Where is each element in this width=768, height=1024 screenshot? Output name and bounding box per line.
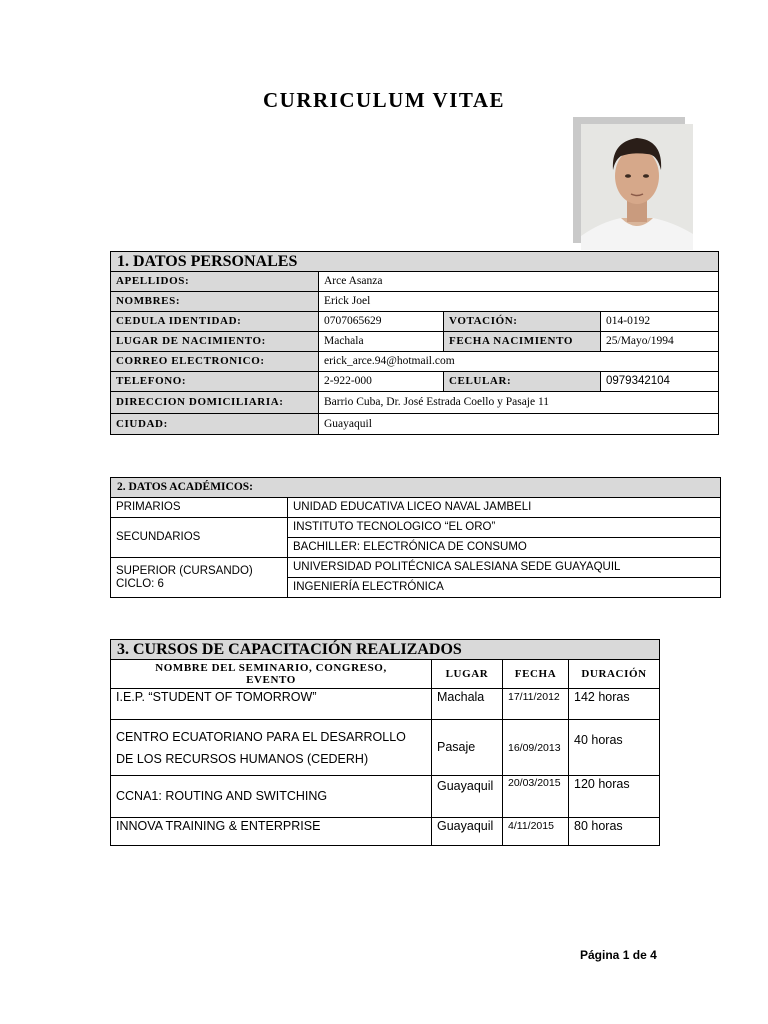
table-row [111, 818, 660, 846]
document-title: CURRICULUM VITAE [263, 88, 505, 112]
telefono-label: TELEFONO: [111, 372, 319, 392]
academic-data-table [110, 477, 721, 598]
course-fecha: 4/11/2015 [503, 818, 569, 846]
nombres-label: NOMBRES: [111, 292, 319, 312]
votacion-value: 014-0192 [601, 312, 719, 332]
ciudad-value: Guayaquil [319, 414, 719, 435]
primarios-label: PRIMARIOS [111, 498, 288, 518]
nombres-value: Erick Joel [319, 292, 719, 312]
lugar-value: Machala [319, 332, 444, 352]
direccion-value: Barrio Cuba, Dr. José Estrada Coello y Pasaje 11 [319, 392, 719, 414]
courses-section-header [111, 640, 660, 660]
course-lugar: Pasaje [432, 720, 503, 776]
course-lugar: Guayaquil [432, 818, 503, 846]
secundarios-value-2: BACHILLER: ELECTRÓNICA DE CONSUMO [288, 538, 721, 558]
col-fecha-header: FECHA [503, 660, 569, 689]
course-lugar: Guayaquil [432, 776, 503, 818]
apellidos-value: Arce Asanza [319, 272, 719, 292]
cedula-value: 0707065629 [319, 312, 444, 332]
course-nombre: CCNA1: ROUTING AND SWITCHING [111, 776, 432, 818]
course-fecha: 17/11/2012 [503, 689, 569, 720]
fecha-nacimiento-value: 25/Mayo/1994 [601, 332, 719, 352]
direccion-label: DIRECCION DOMICILIARIA: [111, 392, 319, 414]
course-duracion: 40 horas [569, 720, 660, 776]
courses-table [110, 639, 660, 846]
page-label: Página [580, 948, 620, 962]
course-nombre: INNOVA TRAINING & ENTERPRISE [111, 818, 432, 846]
celular-value: 0979342104 [601, 372, 719, 392]
course-duracion: 80 horas [569, 818, 660, 846]
superior-label-line-1: SUPERIOR (CURSANDO) [116, 564, 253, 577]
course-lugar: Machala [432, 689, 503, 720]
total-pages: 4 [650, 948, 657, 962]
superior-value-2: INGENIERÍA ELECTRÓNICA [288, 578, 721, 598]
course-fecha: 16/09/2013 [503, 720, 569, 776]
col-duracion-header: DURACIÓN [569, 660, 660, 689]
col-nombre-header: NOMBRE DEL SEMINARIO, CONGRESO, EVENTO [111, 660, 432, 689]
votacion-label: VOTACIÓN: [444, 312, 601, 332]
profile-photo [573, 117, 693, 250]
personal-data-table [110, 251, 719, 435]
superior-label-line-2: CICLO: 6 [116, 577, 164, 590]
de-label: de [632, 948, 647, 962]
courses-header-number: 3. [117, 641, 129, 658]
superior-label [111, 558, 288, 598]
courses-column-header-row [111, 660, 660, 689]
academic-section-header: 2. DATOS ACADÉMICOS: [111, 478, 721, 498]
secundarios-value-1: INSTITUTO TECNOLOGICO “EL ORO” [288, 518, 721, 538]
personal-section-header: 1. DATOS PERSONALES [111, 252, 719, 272]
correo-value: erick_arce.94@hotmail.com [319, 352, 719, 372]
lugar-label: LUGAR DE NACIMIENTO: [111, 332, 319, 352]
table-row [111, 776, 660, 818]
course-fecha: 20/03/2015 [503, 776, 569, 818]
apellidos-label: APELLIDOS: [111, 272, 319, 292]
page-number [580, 948, 657, 962]
table-row [111, 689, 660, 720]
col-lugar-header: LUGAR [432, 660, 503, 689]
superior-value-1: UNIVERSIDAD POLITÉCNICA SALESIANA SEDE GUAYAQUIL [288, 558, 721, 578]
course-duracion: 142 horas [569, 689, 660, 720]
fecha-nacimiento-label: FECHA NACIMIENTO [444, 332, 601, 352]
telefono-value: 2-922-000 [319, 372, 444, 392]
ciudad-label: CIUDAD: [111, 414, 319, 435]
celular-label: CELULAR: [444, 372, 601, 392]
primarios-value: UNIDAD EDUCATIVA LICEO NAVAL JAMBELI [288, 498, 721, 518]
cedula-label: CEDULA IDENTIDAD: [111, 312, 319, 332]
course-nombre: I.E.P. “STUDENT OF TOMORROW” [111, 689, 432, 720]
table-row [111, 720, 660, 776]
current-page: 1 [622, 948, 630, 962]
person-portrait-icon [581, 124, 693, 250]
secundarios-label: SECUNDARIOS [111, 518, 288, 558]
course-nombre: CENTRO ECUATORIANO PARA EL DESARROLLO DE LOS RECURSOS HUMANOS (CEDERH) [111, 720, 432, 776]
correo-label: CORREO ELECTRONICO: [111, 352, 319, 372]
courses-header-text: CURSOS DE CAPACITACIÓN REALIZADOS [133, 641, 462, 658]
photo-frame [581, 124, 693, 250]
course-duracion: 120 horas [569, 776, 660, 818]
